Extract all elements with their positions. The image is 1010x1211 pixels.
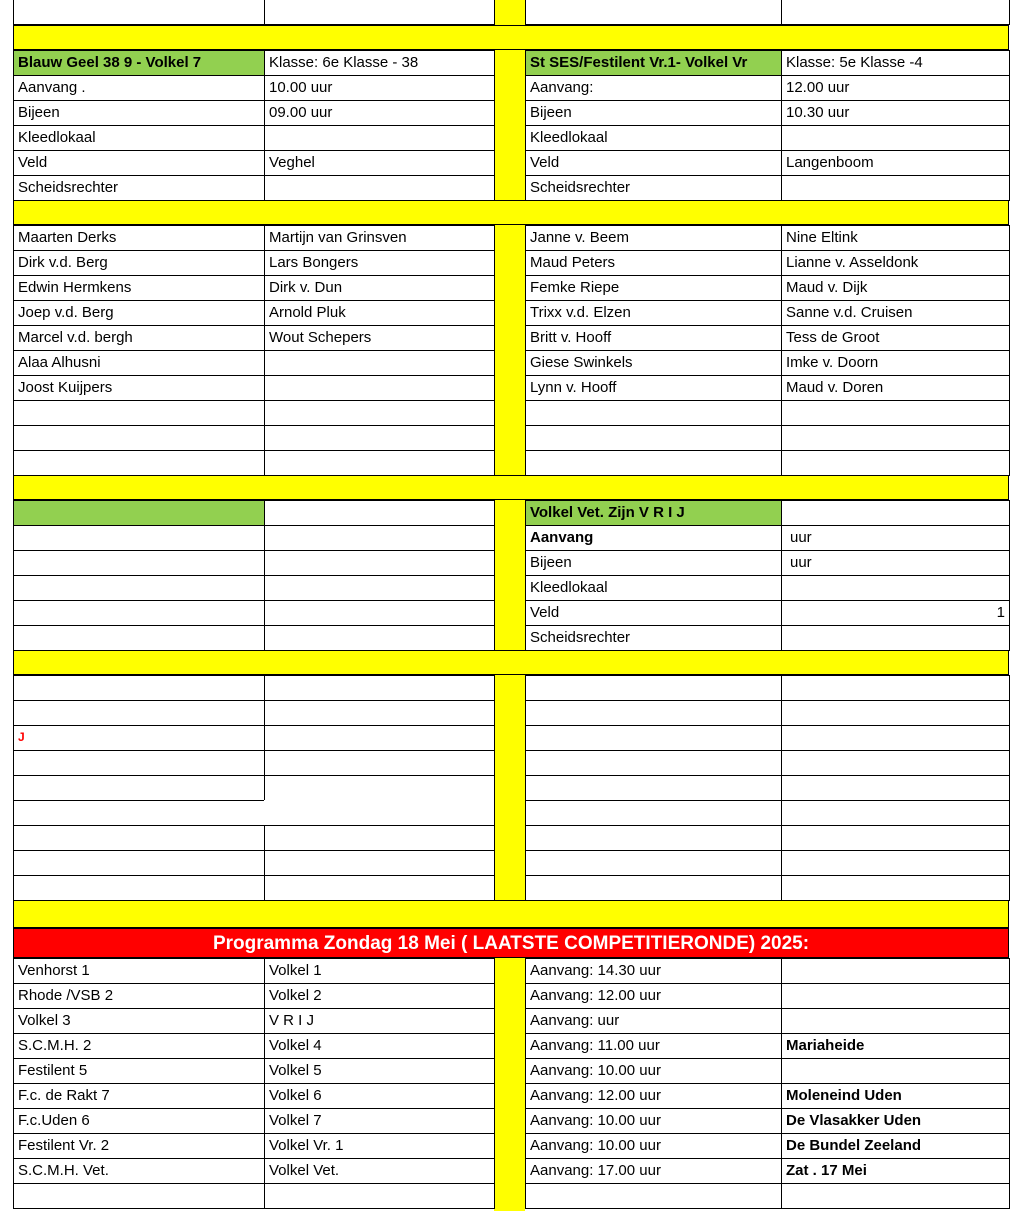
table-cell: [781, 800, 1010, 826]
table-cell: [525, 725, 782, 751]
program-away: Volkel 4: [264, 1033, 495, 1059]
table-cell: [13, 700, 265, 726]
table-cell: [525, 775, 782, 801]
player-cell: Janne v. Beem: [525, 225, 782, 251]
match-b-value: Langenboom: [781, 150, 1010, 176]
table-cell: [264, 0, 495, 25]
match-b-label: Bijeen: [525, 100, 782, 126]
match-a-value: [264, 125, 495, 151]
table-cell: [13, 850, 265, 876]
program-home: Volkel 3: [13, 1008, 265, 1034]
match-a-label: Bijeen: [13, 100, 265, 126]
yellow-separator: [13, 475, 1009, 500]
match-c-value: uur: [781, 525, 1010, 551]
table-cell: [781, 0, 1010, 25]
table-cell: [13, 575, 265, 601]
yellow-separator: [13, 25, 1009, 50]
player-cell: [264, 375, 495, 401]
table-cell: [781, 875, 1010, 901]
player-cell: Marcel v.d. bergh: [13, 325, 265, 351]
table-cell: [525, 675, 782, 701]
player-cell: [264, 450, 495, 476]
player-cell: [13, 400, 265, 426]
table-cell: [13, 875, 265, 901]
program-time: Aanvang: 17.00 uur: [525, 1158, 782, 1184]
table-cell: [264, 800, 495, 825]
program-away: Volkel 1: [264, 958, 495, 984]
player-cell: Maud Peters: [525, 250, 782, 276]
program-away: Volkel Vet.: [264, 1158, 495, 1184]
match-a-label: Scheidsrechter: [13, 175, 265, 201]
match-a-value: [264, 175, 495, 201]
program-time: Aanvang: 10.00 uur: [525, 1058, 782, 1084]
table-cell: [525, 700, 782, 726]
program-away: Volkel 7: [264, 1108, 495, 1134]
program-home: S.C.M.H. Vet.: [13, 1158, 265, 1184]
player-cell: [264, 425, 495, 451]
program-note: [781, 1058, 1010, 1084]
match-a-label: Kleedlokaal: [13, 125, 265, 151]
player-cell: [781, 450, 1010, 476]
table-cell: [525, 825, 782, 851]
player-cell: [264, 350, 495, 376]
player-cell: [525, 425, 782, 451]
player-cell: Lynn v. Hooff: [525, 375, 782, 401]
marker-j: J: [13, 725, 265, 751]
player-cell: Lars Bongers: [264, 250, 495, 276]
yellow-separator: [13, 650, 1009, 675]
match-a-value: 10.00 uur: [264, 75, 495, 101]
table-cell: [264, 875, 495, 901]
table-cell: [264, 750, 495, 776]
match-c-label: Scheidsrechter: [525, 625, 782, 651]
player-cell: Maarten Derks: [13, 225, 265, 251]
match-a-klasse: Klasse: 6e Klasse - 38: [264, 50, 495, 76]
table-cell: [525, 800, 782, 826]
table-cell: [264, 550, 495, 576]
player-cell: Imke v. Doorn: [781, 350, 1010, 376]
program-away: Volkel 5: [264, 1058, 495, 1084]
program-note: Mariaheide: [781, 1033, 1010, 1059]
program-note: De Bundel Zeeland: [781, 1133, 1010, 1159]
program-time: Aanvang: 12.00 uur: [525, 983, 782, 1009]
table-cell: [781, 775, 1010, 801]
table-cell: [13, 0, 265, 25]
match-c-value: [781, 625, 1010, 651]
player-cell: Edwin Hermkens: [13, 275, 265, 301]
table-cell: [264, 775, 495, 801]
table-cell: [781, 825, 1010, 851]
program-time: Aanvang: 11.00 uur: [525, 1033, 782, 1059]
table-cell: [13, 675, 265, 701]
table-cell: [264, 575, 495, 601]
table-cell: [781, 750, 1010, 776]
table-cell: [13, 600, 265, 626]
program-time: Aanvang: 12.00 uur: [525, 1083, 782, 1109]
program-banner: Programma Zondag 18 Mei ( LAATSTE COMPETITIERONDE) 2025:: [13, 928, 1009, 958]
player-cell: [13, 425, 265, 451]
program-time: Aanvang: 10.00 uur: [525, 1133, 782, 1159]
table-cell: [525, 0, 782, 25]
program-away: Volkel Vr. 1: [264, 1133, 495, 1159]
player-cell: Alaa Alhusni: [13, 350, 265, 376]
program-home: F.c. de Rakt 7: [13, 1083, 265, 1109]
table-cell: [264, 525, 495, 551]
table-cell: [525, 875, 782, 901]
match-c-value: [781, 575, 1010, 601]
yellow-center-band: [494, 0, 525, 1211]
program-home: Festilent Vr. 2: [13, 1133, 265, 1159]
table-cell: [781, 675, 1010, 701]
player-cell: Dirk v.d. Berg: [13, 250, 265, 276]
player-cell: Lianne v. Asseldonk: [781, 250, 1010, 276]
program-away: Volkel 2: [264, 983, 495, 1009]
player-cell: [264, 400, 495, 426]
match-c-value: uur: [781, 550, 1010, 576]
table-cell: [13, 800, 265, 826]
player-cell: Dirk v. Dun: [264, 275, 495, 301]
match-b-title: St SES/Festilent Vr.1- Volkel Vr: [525, 50, 782, 76]
table-cell: [264, 850, 495, 876]
program-home: [13, 1183, 265, 1209]
player-cell: Maud v. Dijk: [781, 275, 1010, 301]
program-away: Volkel 6: [264, 1083, 495, 1109]
match-b-label: Aanvang:: [525, 75, 782, 101]
table-cell: [781, 500, 1010, 526]
player-cell: Sanne v.d. Cruisen: [781, 300, 1010, 326]
table-cell: [264, 725, 495, 751]
program-note: [781, 1008, 1010, 1034]
player-cell: Wout Schepers: [264, 325, 495, 351]
program-home: Rhode /VSB 2: [13, 983, 265, 1009]
match-a-label: Aanvang .: [13, 75, 265, 101]
match-a-value: 09.00 uur: [264, 100, 495, 126]
program-home: Venhorst 1: [13, 958, 265, 984]
program-time: Aanvang: 14.30 uur: [525, 958, 782, 984]
table-cell: [525, 750, 782, 776]
program-note: Zat . 17 Mei: [781, 1158, 1010, 1184]
match-b-label: Veld: [525, 150, 782, 176]
player-cell: [13, 450, 265, 476]
player-cell: [781, 400, 1010, 426]
program-time: Aanvang: uur: [525, 1008, 782, 1034]
player-cell: Trixx v.d. Elzen: [525, 300, 782, 326]
table-cell: [264, 600, 495, 626]
player-cell: Femke Riepe: [525, 275, 782, 301]
table-cell: [13, 750, 265, 776]
program-note: [781, 983, 1010, 1009]
program-away: V R I J: [264, 1008, 495, 1034]
match-b-value: [781, 125, 1010, 151]
program-note: Moleneind Uden: [781, 1083, 1010, 1109]
table-cell: [264, 625, 495, 651]
table-cell: [781, 725, 1010, 751]
player-cell: Maud v. Doren: [781, 375, 1010, 401]
table-cell: [13, 775, 265, 801]
table-cell: [264, 500, 495, 526]
match-a-label: Veld: [13, 150, 265, 176]
player-cell: Joep v.d. Berg: [13, 300, 265, 326]
yellow-separator: [13, 900, 1009, 928]
program-home: S.C.M.H. 2: [13, 1033, 265, 1059]
program-note: De Vlasakker Uden: [781, 1108, 1010, 1134]
table-cell: [264, 825, 495, 851]
player-cell: Arnold Pluk: [264, 300, 495, 326]
match-a-title: Blauw Geel 38 9 - Volkel 7: [13, 50, 265, 76]
match-c-title: Volkel Vet. Zijn V R I J: [525, 500, 782, 526]
table-cell: [13, 525, 265, 551]
table-cell: [781, 850, 1010, 876]
match-c-label: Bijeen: [525, 550, 782, 576]
match-b-value: 10.30 uur: [781, 100, 1010, 126]
table-cell: [264, 700, 495, 726]
program-home: F.c.Uden 6: [13, 1108, 265, 1134]
program-note: [781, 958, 1010, 984]
player-cell: Joost Kuijpers: [13, 375, 265, 401]
player-cell: Nine Eltink: [781, 225, 1010, 251]
program-time: [525, 1183, 782, 1209]
match-b-klasse: Klasse: 5e Klasse -4: [781, 50, 1010, 76]
match-c-value: 1: [781, 600, 1010, 626]
table-cell: [13, 825, 265, 851]
table-cell: [13, 625, 265, 651]
empty-green-cell: [13, 500, 265, 526]
table-cell: [781, 700, 1010, 726]
match-b-label: Scheidsrechter: [525, 175, 782, 201]
program-note: [781, 1183, 1010, 1209]
match-b-value: [781, 175, 1010, 201]
player-cell: [781, 425, 1010, 451]
player-cell: Giese Swinkels: [525, 350, 782, 376]
player-cell: [525, 400, 782, 426]
match-b-value: 12.00 uur: [781, 75, 1010, 101]
table-cell: [264, 675, 495, 701]
match-c-label: Veld: [525, 600, 782, 626]
program-time: Aanvang: 10.00 uur: [525, 1108, 782, 1134]
program-home: Festilent 5: [13, 1058, 265, 1084]
player-cell: Britt v. Hooff: [525, 325, 782, 351]
table-cell: [525, 850, 782, 876]
match-b-label: Kleedlokaal: [525, 125, 782, 151]
match-c-label: Aanvang: [525, 525, 782, 551]
player-cell: Martijn van Grinsven: [264, 225, 495, 251]
table-cell: [13, 550, 265, 576]
match-a-value: Veghel: [264, 150, 495, 176]
match-c-label: Kleedlokaal: [525, 575, 782, 601]
program-away: [264, 1183, 495, 1209]
yellow-separator: [13, 200, 1009, 225]
player-cell: Tess de Groot: [781, 325, 1010, 351]
player-cell: [525, 450, 782, 476]
